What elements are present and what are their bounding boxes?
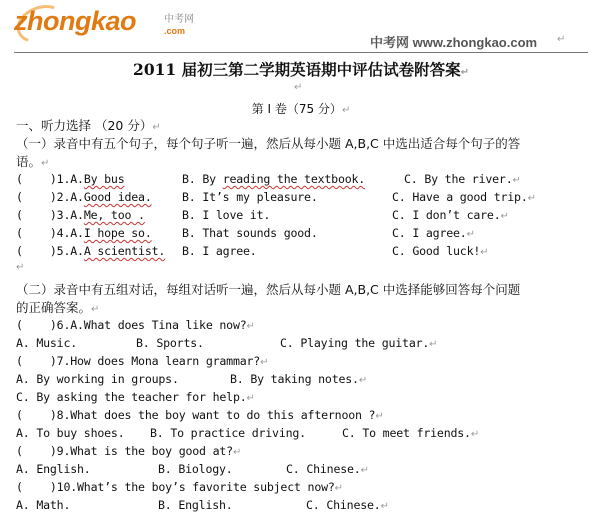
- logo-com-text: .com: [164, 26, 186, 36]
- option-c: C. Playing the guitar.↵: [280, 336, 438, 350]
- question-10: ( )10.What’s the boy’s favorite subject now?↵: [16, 480, 343, 494]
- part2-heading-cont: 的正确答案。↵: [16, 300, 100, 315]
- option-b: B. It’s my pleasure.: [182, 190, 318, 204]
- option-b: B. I love it.: [182, 208, 271, 222]
- option-a: A. Math.: [16, 498, 71, 512]
- option-c: C. Good luck!↵: [392, 244, 489, 258]
- part1-instruction-cont: 语。↵: [16, 154, 50, 169]
- option-c: C. Chinese.↵: [306, 498, 389, 512]
- return-mark: ↵: [16, 262, 25, 273]
- option-c: C. I don’t care.↵: [392, 208, 509, 222]
- question-row: ( )4.A.I hope so.: [16, 226, 152, 240]
- page-title: 2011 届初三第二学期英语期中评估试卷附答案↵: [133, 60, 469, 79]
- question-8: ( )8.What does the boy want to do this afternoon ?↵: [16, 408, 384, 422]
- part1-instruction: （一）录音中有五个句子，每个句子听一遍，然后从每小题 A,B,C 中选出适合每个句子的答: [16, 136, 521, 151]
- question-row: ( )1.A.By bus: [16, 172, 125, 186]
- option-b: B. By reading the textbook.: [182, 172, 366, 186]
- option-a: A. English.: [16, 462, 91, 476]
- site-url[interactable]: 中考网 www.zhongkao.com: [370, 35, 538, 50]
- option-b: B. I agree.: [182, 244, 257, 258]
- question-6: ( )6.A.What does Tina like now?↵: [16, 318, 255, 332]
- part1-heading: 一、听力选择 （20 分）↵: [16, 118, 161, 133]
- part2-heading: （二）录音中有五组对话，每组对话听一遍，然后从每小题 A,B,C 中选择能够回答每个问题: [16, 282, 521, 297]
- question-row: ( )2.A.Good idea.: [16, 190, 152, 204]
- option-b: B. English.: [158, 498, 233, 512]
- option-b: B. To practice driving.: [150, 426, 306, 440]
- option-b: B. By taking notes.↵: [230, 372, 368, 386]
- option-b: B. Biology.: [158, 462, 233, 476]
- option-c: C. By the river.↵: [404, 172, 521, 186]
- zhongkao-logo: [14, 6, 204, 42]
- option-c: C. To meet friends.↵: [342, 426, 480, 440]
- option-a: A. To buy shoes.: [16, 426, 125, 440]
- option-a: A. Music.: [16, 336, 78, 350]
- option-b: B. Sports.: [136, 336, 204, 350]
- question-9: ( )9.What is the boy good at?↵: [16, 444, 242, 458]
- return-mark: ↵: [294, 82, 303, 93]
- option-c: C. I agree.↵: [392, 226, 475, 240]
- logo-cn-text: 中考网: [164, 14, 194, 25]
- option-c: C. Have a good trip.↵: [392, 190, 536, 204]
- header-divider: [14, 52, 588, 53]
- logo-text: zhongkao: [14, 6, 136, 36]
- option-a: A. By working in groups.: [16, 372, 179, 386]
- question-row: ( )3.A.Me, too .: [16, 208, 145, 222]
- section-heading: 第 I 卷（75 分）↵: [251, 102, 351, 116]
- option-c: C. By asking the teacher for help.↵: [16, 390, 255, 404]
- question-row: ( )5.A.A scientist.: [16, 244, 166, 258]
- option-c: C. Chinese.↵: [286, 462, 369, 476]
- option-b: B. That sounds good.: [182, 226, 318, 240]
- return-mark: ↵: [557, 34, 566, 45]
- question-7: ( )7.How does Mona learn grammar?↵: [16, 354, 269, 368]
